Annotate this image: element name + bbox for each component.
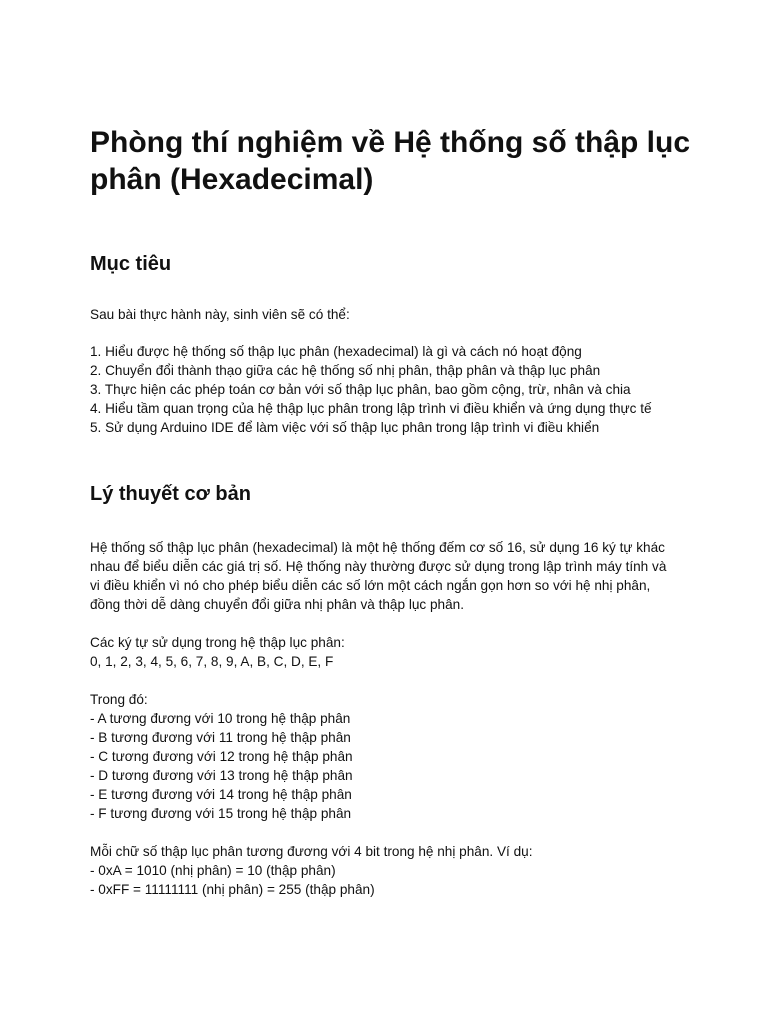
- where-label: Trong đó:: [90, 692, 148, 707]
- symbols-label: Các ký tự sử dụng trong hệ thập lục phân:: [90, 635, 345, 650]
- theory-section: [90, 481, 698, 899]
- paragraph-line: nhau để biểu diễn các giá trị số. Hệ thống này thường được sử dụng trong lập trình máy tính và: [90, 559, 667, 574]
- equivalence-item: - D tương đương với 13 trong hệ thập phân: [90, 768, 353, 783]
- equivalence-item: - B tương đương với 11 trong hệ thập phân: [90, 730, 351, 745]
- symbols-list: 0, 1, 2, 3, 4, 5, 6, 7, 8, 9, A, B, C, D, E, F: [90, 654, 334, 669]
- objective-item: 2. Chuyển đổi thành thạo giữa các hệ thống số nhị phân, thập phân và thập lục phân: [90, 363, 601, 378]
- title-line: phân (Hexadecimal): [90, 163, 374, 196]
- equivalence-item: - E tương đương với 14 trong hệ thập phân: [90, 787, 352, 802]
- paragraph-line: vi điều khiển vì nó cho phép biểu diễn các số lớn một cách ngắn gọn hơn so với hệ nhị phân,: [90, 578, 651, 593]
- objective-item: 5. Sử dụng Arduino IDE để làm việc với số thập lục phân trong lập trình vi điều khiển: [90, 420, 600, 435]
- examples-block: [90, 842, 698, 899]
- objectives-heading: Mục tiêu: [90, 253, 172, 275]
- objective-item: 3. Thực hiện các phép toán cơ bản với số thập lục phân, bao gồm cộng, trừ, nhân và chia: [90, 382, 631, 397]
- bits-intro: Mỗi chữ số thập lục phân tương đương với 4 bit trong hệ nhị phân. Ví dụ:: [90, 844, 533, 859]
- example-item: - 0xFF = 11111111 (nhị phân) = 255 (thập phân): [90, 882, 375, 897]
- title-line: Phòng thí nghiệm về Hệ thống số thập lục: [90, 126, 690, 159]
- symbols-block: [90, 633, 698, 671]
- document-title: [90, 124, 698, 198]
- theory-paragraph: [90, 538, 698, 614]
- equivalence-item: - C tương đương với 12 trong hệ thập phân: [90, 749, 353, 764]
- objective-item: 1. Hiểu được hệ thống số thập lục phân (hexadecimal) là gì và cách nó hoạt động: [90, 344, 582, 359]
- objective-item: 4. Hiểu tầm quan trọng của hệ thập lục phân trong lập trình vi điều khiển và ứng dụng thực tế: [90, 401, 652, 416]
- example-item: - 0xA = 1010 (nhị phân) = 10 (thập phân): [90, 863, 336, 878]
- equivalence-item: - F tương đương với 15 trong hệ thập phân: [90, 806, 352, 821]
- theory-heading: Lý thuyết cơ bản: [90, 483, 251, 505]
- paragraph-line: đồng thời dễ dàng chuyển đổi giữa nhị phân và thập lục phân.: [90, 597, 465, 612]
- objectives-intro: Sau bài thực hành này, sinh viên sẽ có thể:: [90, 307, 350, 322]
- equivalence-block: [90, 690, 698, 823]
- objectives-section: [90, 251, 698, 437]
- paragraph-line: Hệ thống số thập lục phân (hexadecimal) là một hệ thống đếm cơ số 16, sử dụng 16 ký tự khác: [90, 540, 665, 555]
- objectives-list: [90, 342, 698, 437]
- equivalence-item: - A tương đương với 10 trong hệ thập phân: [90, 711, 351, 726]
